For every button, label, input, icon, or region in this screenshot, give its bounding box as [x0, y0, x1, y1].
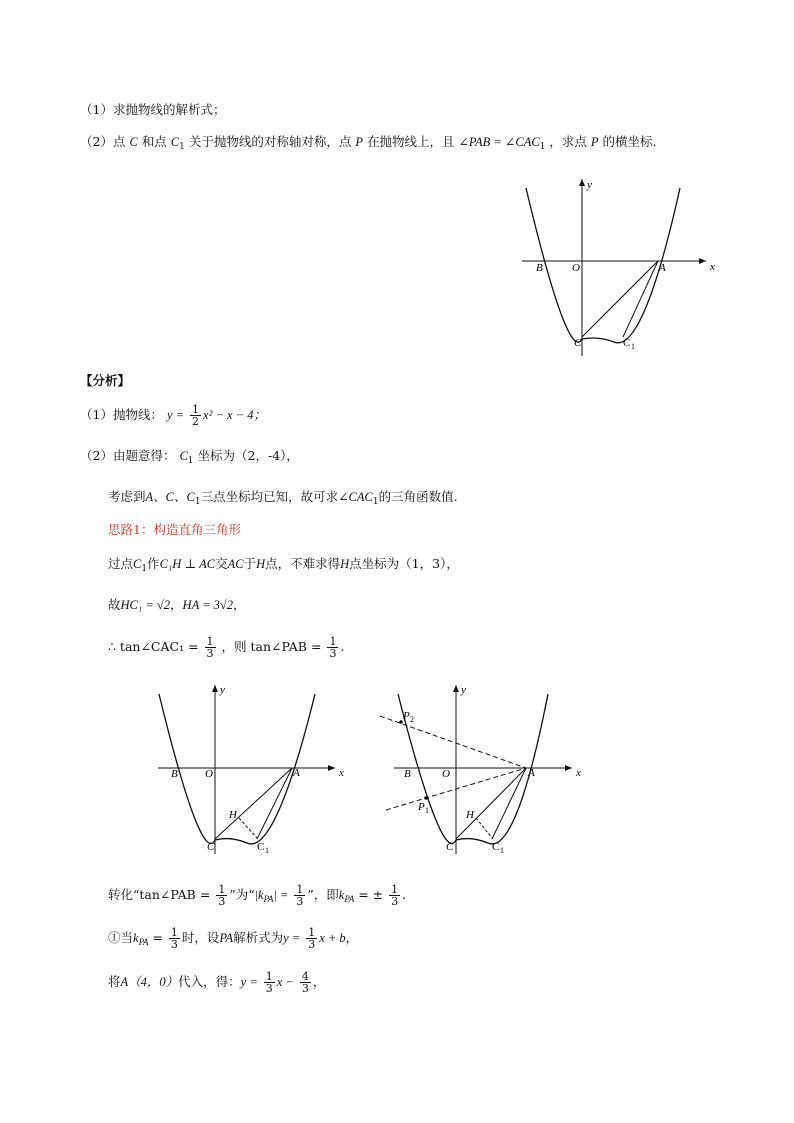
sub-b: 代入，得： — [178, 974, 241, 989]
conv-c: ”，即 — [307, 887, 339, 902]
segment-hc1 — [476, 818, 492, 838]
m1-c: 交 — [215, 556, 228, 571]
analysis-header: 【分析】 — [80, 373, 131, 388]
q2-text-b: 和点 — [141, 134, 167, 149]
point-p2-label: P — [403, 710, 410, 722]
point-p1-sub: 1 — [425, 806, 429, 815]
a1-label: （1）抛物线： — [80, 407, 163, 422]
conv-d: . — [402, 887, 407, 902]
a2-label: （2）由题意得： — [80, 448, 176, 463]
point-c1-sub: 1 — [631, 342, 635, 351]
q2-point-p: P — [355, 135, 363, 149]
point-c1-sub: 1 — [500, 846, 504, 855]
x-label: x — [576, 767, 581, 779]
case-1-x: x + b — [319, 931, 346, 945]
point-o-label: O — [442, 768, 450, 780]
conv-b: ”为“ — [229, 887, 255, 902]
case-1-line — [108, 927, 358, 950]
question-1-text: （1）求抛物线的解析式； — [80, 102, 226, 117]
q2-text-f: 的横坐标. — [602, 134, 657, 149]
y-label: y — [220, 684, 225, 696]
point-o-label: O — [572, 262, 580, 274]
point-p1 — [424, 796, 428, 800]
m1-e: 点，不难求得 — [265, 556, 341, 571]
segment-hc1 — [239, 818, 257, 838]
answer-1 — [80, 404, 266, 427]
consider-angle-sub: 1 — [372, 497, 379, 507]
hc-value: HC₁ = √2 — [120, 598, 171, 612]
conv-k3: k — [338, 888, 345, 902]
segment-ca — [456, 768, 526, 839]
tan-fraction-2: $\frac{1}{3}$ — [329, 635, 337, 660]
a2-c1: C — [179, 449, 188, 463]
q2-angle: ∠PAB = ∠CAC — [458, 135, 540, 149]
hc-a: 故 — [108, 597, 121, 612]
point-o-label: O — [205, 768, 213, 780]
sub-a: 将 — [108, 974, 121, 989]
point-p2-sub: 2 — [410, 715, 414, 724]
conv-fraction-2: $\frac{1}{3}$ — [296, 883, 304, 908]
method-1-heading: 思路1：构造直角三角形 — [108, 522, 241, 537]
q2-point-c1: C — [170, 135, 180, 149]
sub-fraction-2: $\frac{4}{3}$ — [301, 970, 309, 995]
a2-c1-sub: 1 — [187, 456, 194, 466]
case-1-pa: PA — [219, 931, 234, 945]
substitute-line — [108, 971, 325, 994]
case-1-c: 解析式为 — [233, 930, 284, 945]
sub-x: x − — [276, 975, 294, 989]
a1-fraction: $\frac{1}{2}$ — [192, 403, 200, 428]
point-c1-sub: 1 — [265, 846, 269, 855]
segment-ca — [215, 768, 292, 839]
line-ap2 — [380, 716, 526, 768]
m1-d: 于 — [243, 556, 257, 571]
question-1 — [80, 102, 225, 118]
m1-c1: C — [133, 557, 142, 571]
tan-pab: tan∠PAB = — [250, 639, 322, 654]
point-a-label: A — [528, 767, 535, 779]
tan-cac1: ∴ tan∠CAC₁ = — [108, 639, 199, 654]
x-label: x — [339, 767, 344, 779]
tan-line — [108, 636, 344, 659]
point-h-label: H — [229, 809, 237, 821]
sub-y: y = — [240, 975, 258, 989]
point-a-label: A — [293, 767, 300, 779]
case-1-eq: = — [152, 930, 163, 945]
m1-perp: C₁H ⊥ AC — [159, 557, 216, 571]
point-p1-label: P — [418, 801, 425, 813]
point-c-label: C — [207, 841, 215, 853]
consider-line — [108, 489, 458, 510]
a1-y: y = — [166, 408, 185, 422]
y-label: y — [461, 684, 466, 696]
sub-point: A（4，0） — [120, 975, 179, 989]
conv-fraction-3: $\frac{1}{3}$ — [391, 883, 399, 908]
figure-left — [155, 680, 350, 860]
m1-ac: AC — [227, 557, 244, 571]
tan-b: ，则 — [221, 639, 247, 654]
consider-a: 考虑到 — [108, 489, 146, 504]
conv-k3-sub: PA — [344, 894, 355, 904]
parabola — [526, 188, 680, 343]
m1-f: 点坐标为（1，3）， — [349, 556, 459, 571]
point-b-label: B — [404, 768, 411, 780]
conv-eq: = ± — [358, 887, 384, 902]
point-c-label: C — [446, 841, 454, 853]
segment-c1a — [257, 768, 292, 839]
m1-c1-sub: 1 — [141, 564, 148, 574]
point-c1-label: C — [492, 841, 500, 853]
point-h-label: H — [466, 809, 474, 821]
point-a-label: A — [659, 262, 666, 274]
x-label: x — [710, 261, 715, 273]
point-c1-label: C — [257, 841, 265, 853]
case-1-d: ， — [345, 930, 359, 945]
q2-angle-sub: 1 — [539, 142, 546, 152]
consider-c: 的三角函数值. — [378, 489, 458, 504]
conv-k-sub: PA — [263, 894, 274, 904]
case-1-k: k — [133, 931, 139, 945]
conv-k2: | = — [273, 888, 289, 902]
consider-b: 三点坐标均已知，故可求 — [200, 489, 339, 504]
q2-text-d: 在抛物线上，且 — [366, 134, 455, 149]
consider-pts: A、C、C — [145, 490, 195, 504]
a2-rest: 坐标为（2，-4）， — [197, 448, 299, 463]
conv-fraction-1: $\frac{1}{3}$ — [218, 883, 226, 908]
question-2 — [80, 134, 657, 155]
case-1-fraction-2: $\frac{1}{3}$ — [308, 926, 316, 951]
hc-c: ， — [170, 597, 183, 612]
convert-line — [108, 884, 406, 907]
segment-c1a — [623, 261, 658, 337]
q2-text-a: （2）点 — [80, 134, 126, 149]
point-c1-label: C — [623, 337, 631, 349]
m1-h2: H — [340, 557, 350, 571]
q2-text-c: 关于抛物线的对称轴对称，点 — [188, 134, 352, 149]
m1-h: H — [256, 557, 266, 571]
case-1-marker: ① — [108, 930, 121, 945]
case-1-k-sub: PA — [138, 937, 149, 947]
length-line — [108, 597, 246, 613]
figure-top — [518, 174, 718, 364]
conv-tan: tan∠PAB = — [139, 887, 211, 902]
m1-a: 过点 — [108, 556, 134, 571]
a1-rest: x² − x − 4； — [203, 408, 267, 422]
tan-d: . — [340, 639, 345, 654]
q2-point-p2: P — [590, 135, 599, 149]
case-1-b: 时，设 — [181, 930, 220, 945]
m1-b: 作 — [147, 556, 160, 571]
tan-fraction-1: $\frac{1}{3}$ — [206, 635, 214, 660]
answer-2 — [80, 448, 299, 469]
q2-point-c1-sub: 1 — [179, 142, 185, 152]
figure-right — [376, 680, 586, 860]
consider-pts-sub: 1 — [194, 497, 201, 507]
sub-c: ， — [312, 974, 326, 989]
case-1-y: y = — [283, 931, 301, 945]
case-1-a: 当 — [120, 930, 134, 945]
hc-e: ， — [233, 597, 246, 612]
method-1-step — [108, 556, 459, 577]
point-c-label: C — [574, 337, 582, 349]
point-b-label: B — [171, 768, 178, 780]
conv-a: 转化“ — [108, 887, 140, 902]
point-b-label: B — [536, 262, 543, 274]
consider-angle: ∠CAC — [338, 490, 373, 504]
conv-k: |k — [254, 888, 264, 902]
case-1-fraction: $\frac{1}{3}$ — [170, 926, 178, 951]
q2-text-e: ，求点 — [549, 134, 587, 149]
sub-fraction-1: $\frac{1}{3}$ — [265, 970, 273, 995]
q2-point-c: C — [129, 135, 138, 149]
segment-ca — [582, 261, 658, 337]
ha-value: HA = 3√2 — [182, 598, 234, 612]
y-label: y — [587, 179, 592, 191]
